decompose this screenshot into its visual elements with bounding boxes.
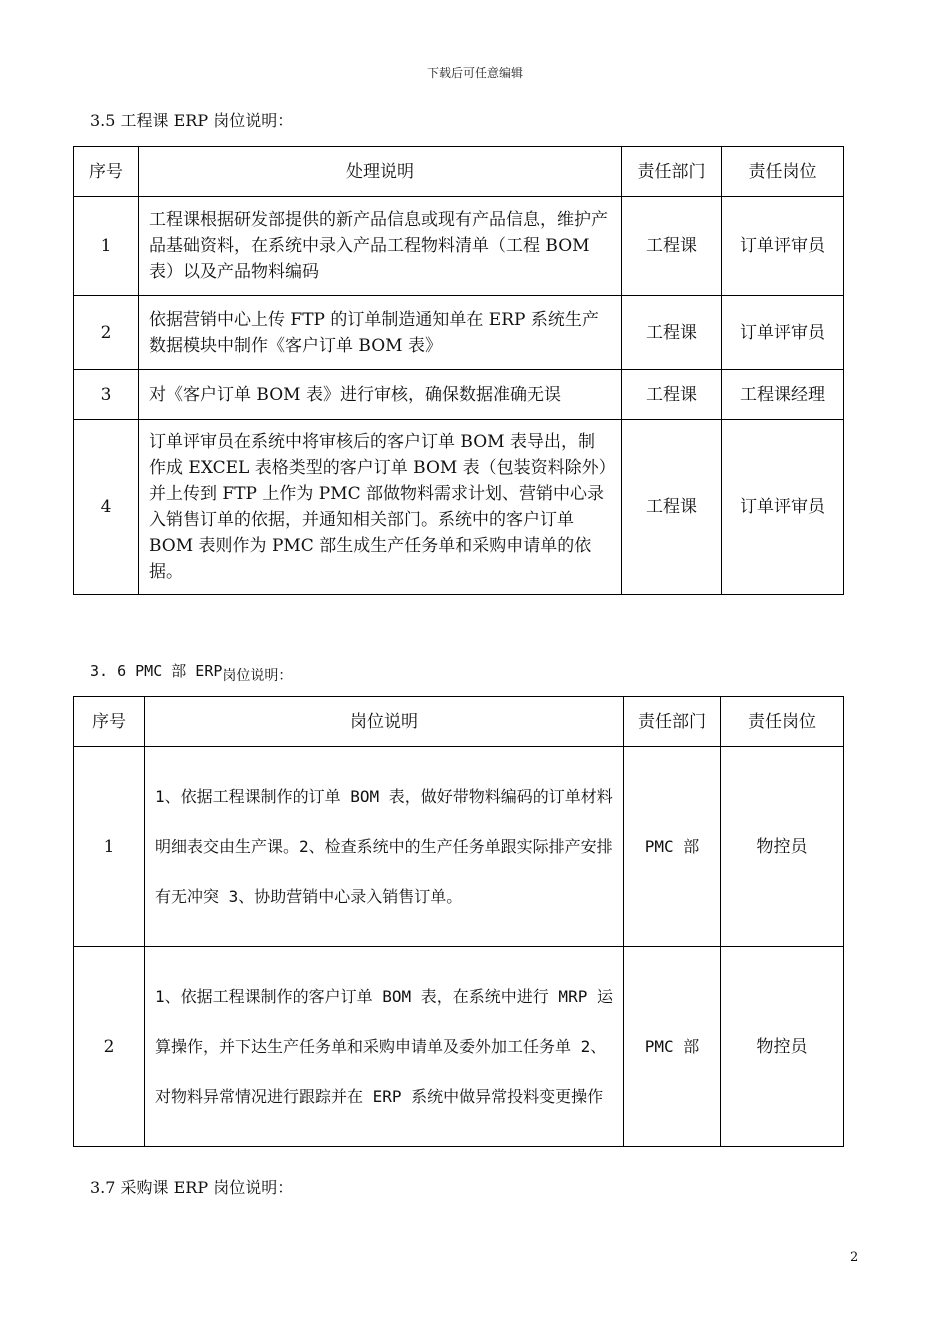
- row-no: 2: [74, 947, 145, 1147]
- table-row: [74, 197, 844, 296]
- page-number: 2: [850, 1250, 859, 1265]
- row-no: 3: [74, 370, 139, 420]
- row-post: 物控员: [721, 947, 844, 1147]
- row-post: 订单评审员: [722, 420, 844, 595]
- table-row: [74, 370, 844, 420]
- column-header-no: 序号: [74, 697, 145, 747]
- section-3-6-heading: [90, 660, 293, 684]
- column-header-dept: 责任部门: [622, 147, 722, 197]
- row-no: 2: [74, 296, 139, 370]
- row-desc: 订单评审员在系统中将审核后的客户订单 BOM 表导出，制作成 EXCEL 表格类型的客户订单 BOM 表（包装资料除外）并上传到 FTP 上作为 PMC 部做物料需求计划、营销中心录入销售订单的依据，并通知相关部门。系统中的客户订单 BOM 表则作为 PMC 部生成生产任务单和采购申请单的依据。: [139, 420, 622, 595]
- row-dept: 工程课: [622, 197, 722, 296]
- section-3-5-heading: 3.5 工程课 ERP 岗位说明：: [90, 111, 294, 130]
- row-no: 1: [74, 197, 139, 296]
- row-desc: 依据营销中心上传 FTP 的订单制造通知单在 ERP 系统生产数据模块中制作《客户订单 BOM 表》: [139, 296, 622, 370]
- row-desc: 1、依据工程课制作的订单 BOM 表，做好带物料编码的订单材料明细表交由生产课。2、检查系统中的生产任务单跟实际排产安排有无冲突 3、协助营销中心录入销售订单。: [145, 747, 624, 947]
- section-3-6-heading-tail: 岗位说明：: [222, 668, 293, 684]
- row-post: 物控员: [721, 747, 844, 947]
- row-no: 1: [74, 747, 145, 947]
- row-dept: PMC 部: [624, 747, 721, 947]
- table-row: [74, 747, 844, 947]
- column-header-post: 责任岗位: [721, 697, 844, 747]
- row-desc: 对《客户订单 BOM 表》进行审核，确保数据准确无误: [139, 370, 622, 420]
- table-header-row: [74, 147, 844, 197]
- section-3-6-heading-main: 3. 6 PMC 部 ERP: [90, 662, 223, 680]
- column-header-dept: 责任部门: [624, 697, 721, 747]
- row-desc: 工程课根据研发部提供的新产品信息或现有产品信息，维护产品基础资料，在系统中录入产品工程物料清单（工程 BOM 表）以及产品物料编码: [139, 197, 622, 296]
- column-header-post: 责任岗位: [722, 147, 844, 197]
- row-dept: 工程课: [622, 370, 722, 420]
- row-post: 订单评审员: [722, 197, 844, 296]
- page-header: 下载后可任意编辑: [426, 66, 523, 80]
- row-dept: PMC 部: [624, 947, 721, 1147]
- row-dept: 工程课: [622, 420, 722, 595]
- column-header-desc: 岗位说明: [145, 697, 624, 747]
- row-dept: 工程课: [622, 296, 722, 370]
- row-desc: 1、依据工程课制作的客户订单 BOM 表，在系统中进行 MRP 运算操作，并下达生产任务单和采购申请单及委外加工任务单 2、对物料异常情况进行跟踪并在 ERP 系统中做异常投料变更操作: [145, 947, 624, 1147]
- table-row: [74, 420, 844, 595]
- row-no: 4: [74, 420, 139, 595]
- table-row: [74, 296, 844, 370]
- row-post: 工程课经理: [722, 370, 844, 420]
- engineering-erp-table: [73, 146, 844, 595]
- column-header-no: 序号: [74, 147, 139, 197]
- pmc-erp-table: [73, 696, 844, 1147]
- table-row: [74, 947, 844, 1147]
- table-header-row: [74, 697, 844, 747]
- section-3-7-heading: 3.7 采购课 ERP 岗位说明：: [90, 1178, 294, 1197]
- row-post: 订单评审员: [722, 296, 844, 370]
- column-header-desc: 处理说明: [139, 147, 622, 197]
